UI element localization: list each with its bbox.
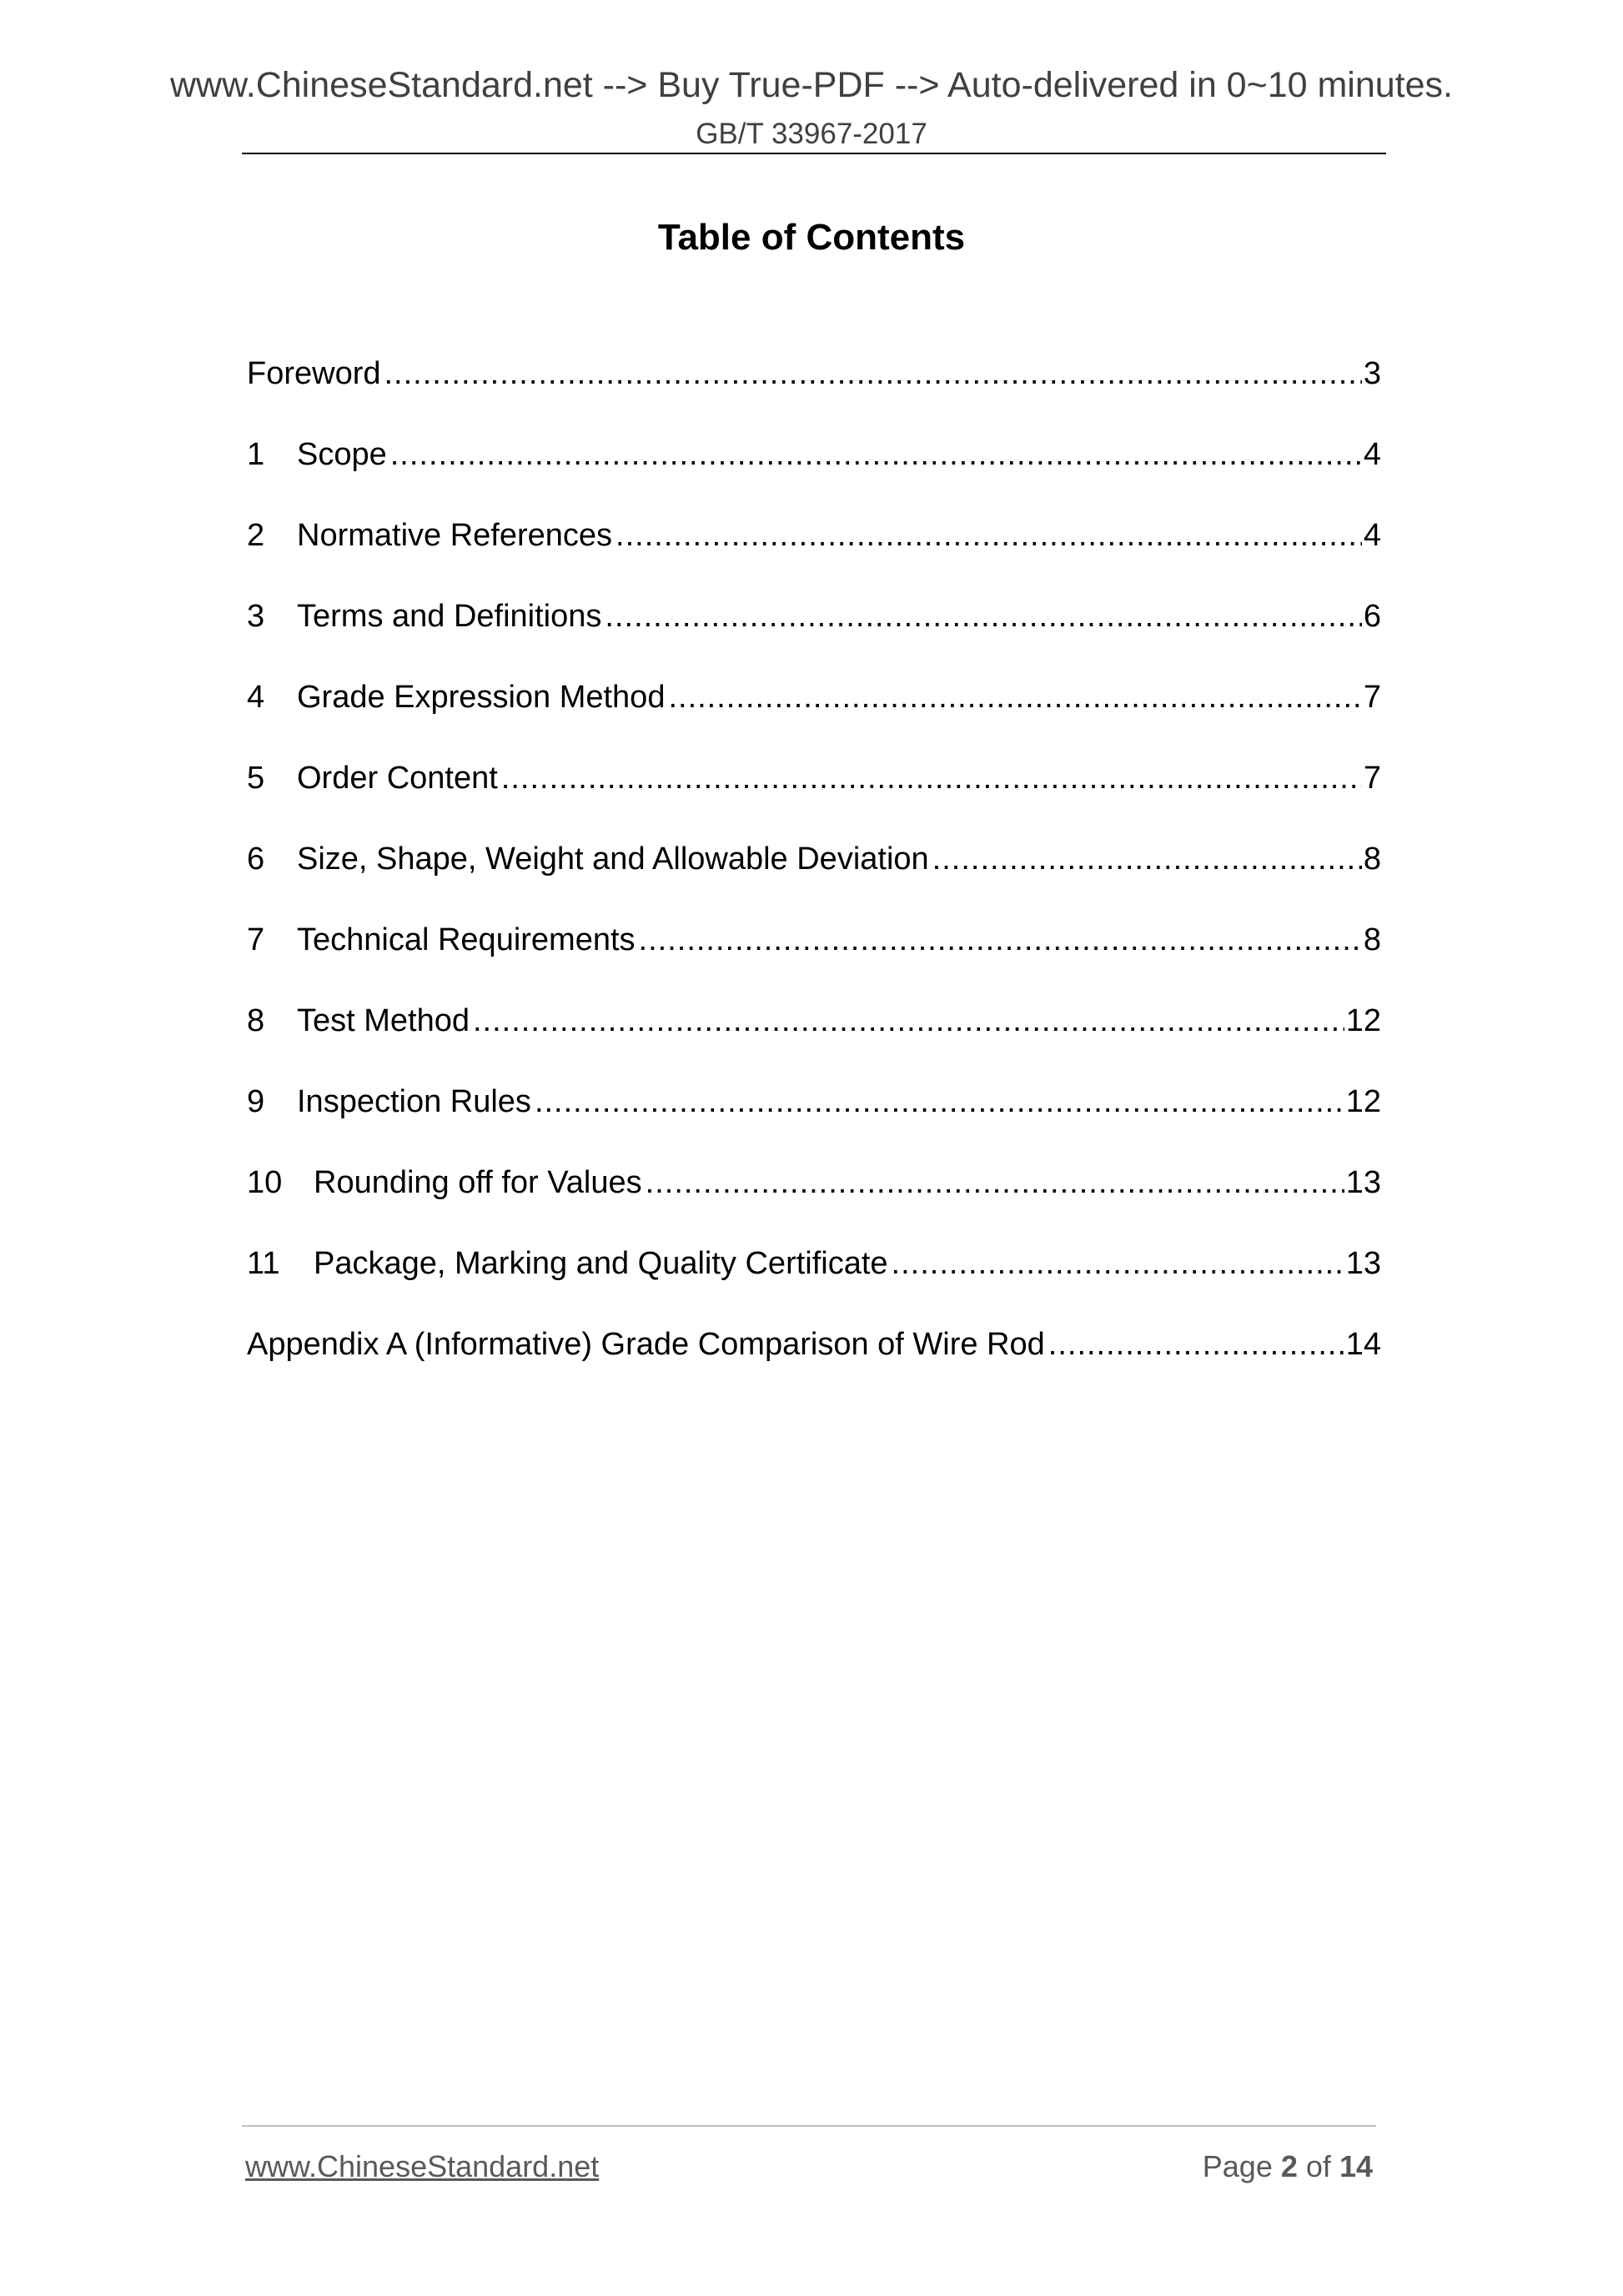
toc-entry-title: Inspection Rules — [297, 1084, 531, 1119]
toc-entry-rounding-off-for-values[interactable] — [247, 1159, 1381, 1240]
toc-entry-foreword[interactable] — [247, 350, 1381, 431]
page-title: Table of Contents — [657, 217, 966, 258]
toc-dot-leader — [501, 755, 1362, 801]
toc-entry-number: 9 — [247, 1084, 265, 1119]
toc-dot-leader — [605, 593, 1361, 640]
toc-entry-title: Technical Requirements — [297, 922, 636, 957]
toc-entry-scope[interactable] — [247, 431, 1381, 512]
header-divider — [242, 153, 1386, 154]
toc-entry-page: 14 — [1345, 1327, 1381, 1362]
page-indicator — [1159, 2148, 1373, 2185]
toc-entry-technical-requirements[interactable] — [247, 917, 1381, 997]
toc-dot-leader — [932, 836, 1362, 882]
toc-dot-leader — [473, 997, 1344, 1044]
toc-entry-page: 12 — [1345, 1084, 1381, 1119]
toc-entry-page: 8 — [1363, 842, 1381, 877]
toc-entry-page: 4 — [1363, 518, 1381, 553]
toc-dot-leader — [1048, 1321, 1344, 1368]
total-pages-number: 14 — [1339, 2149, 1373, 2183]
toc-entry-title: Rounding off for Values — [314, 1165, 642, 1200]
toc-entry-page: 13 — [1345, 1165, 1381, 1200]
toc-dot-leader — [535, 1078, 1344, 1125]
toc-entry-number: 10 — [247, 1165, 283, 1200]
toc-entry-order-content[interactable] — [247, 755, 1381, 836]
toc-entry-appendix-a[interactable] — [247, 1321, 1381, 1402]
toc-dot-leader — [616, 512, 1362, 559]
toc-entry-title: Normative References — [297, 518, 613, 553]
footer-divider — [242, 2125, 1376, 2127]
toc-entry-title: Foreword — [247, 356, 381, 391]
toc-dot-leader — [384, 350, 1362, 397]
page-prefix: Page — [1202, 2149, 1273, 2183]
toc-entry-page: 13 — [1345, 1246, 1381, 1281]
header-banner[interactable]: www.ChineseStandard.net --> Buy True-PDF --> Auto-delivered in 0~10 minutes. — [169, 65, 1453, 105]
toc-dot-leader — [390, 431, 1362, 478]
toc-entry-number: 1 — [247, 437, 265, 472]
standard-number: GB/T 33967-2017 — [696, 118, 927, 150]
toc-entry-title: Size, Shape, Weight and Allowable Deviation — [297, 842, 929, 877]
toc-entry-number: 8 — [247, 1003, 265, 1038]
toc-entry-title: Terms and Definitions — [297, 599, 602, 634]
toc-entry-inspection-rules[interactable] — [247, 1078, 1381, 1159]
page-separator: of — [1305, 2149, 1331, 2183]
toc-entry-page: 7 — [1363, 680, 1381, 715]
toc-dot-leader — [892, 1240, 1344, 1287]
toc-entry-title: Package, Marking and Quality Certificate — [314, 1246, 888, 1281]
toc-entry-size-shape-weight[interactable] — [247, 836, 1381, 917]
toc-entry-grade-expression-method[interactable] — [247, 674, 1381, 755]
toc-entry-number: 6 — [247, 842, 265, 877]
toc-entry-title: Order Content — [297, 761, 498, 796]
toc-entry-number: 5 — [247, 761, 265, 796]
toc-entry-number: 3 — [247, 599, 265, 634]
footer-site-link[interactable]: www.ChineseStandard.net — [245, 2149, 600, 2183]
toc-entry-title: Appendix A (Informative) Grade Comparison of Wire Rod — [247, 1327, 1045, 1362]
toc-entry-test-method[interactable] — [247, 997, 1381, 1078]
toc-entry-package-marking[interactable] — [247, 1240, 1381, 1321]
toc-entry-page: 6 — [1363, 599, 1381, 634]
toc-entry-page: 12 — [1345, 1003, 1381, 1038]
table-of-contents — [247, 350, 1381, 1402]
toc-entry-number: 11 — [247, 1246, 280, 1281]
toc-dot-leader — [639, 917, 1362, 963]
toc-entry-number: 2 — [247, 518, 265, 553]
toc-entry-number: 7 — [247, 922, 265, 957]
toc-dot-leader — [646, 1159, 1344, 1206]
toc-entry-page: 4 — [1363, 437, 1381, 472]
toc-entry-page: 3 — [1363, 356, 1381, 391]
toc-entry-title: Grade Expression Method — [297, 680, 666, 715]
toc-entry-page: 7 — [1363, 761, 1381, 796]
toc-entry-title: Test Method — [297, 1003, 470, 1038]
current-page-number: 2 — [1280, 2149, 1298, 2183]
toc-entry-number: 4 — [247, 680, 265, 715]
toc-entry-page: 8 — [1363, 922, 1381, 957]
toc-entry-title: Scope — [297, 437, 387, 472]
toc-entry-normative-references[interactable] — [247, 512, 1381, 593]
toc-dot-leader — [668, 674, 1361, 721]
toc-entry-terms-and-definitions[interactable] — [247, 593, 1381, 674]
